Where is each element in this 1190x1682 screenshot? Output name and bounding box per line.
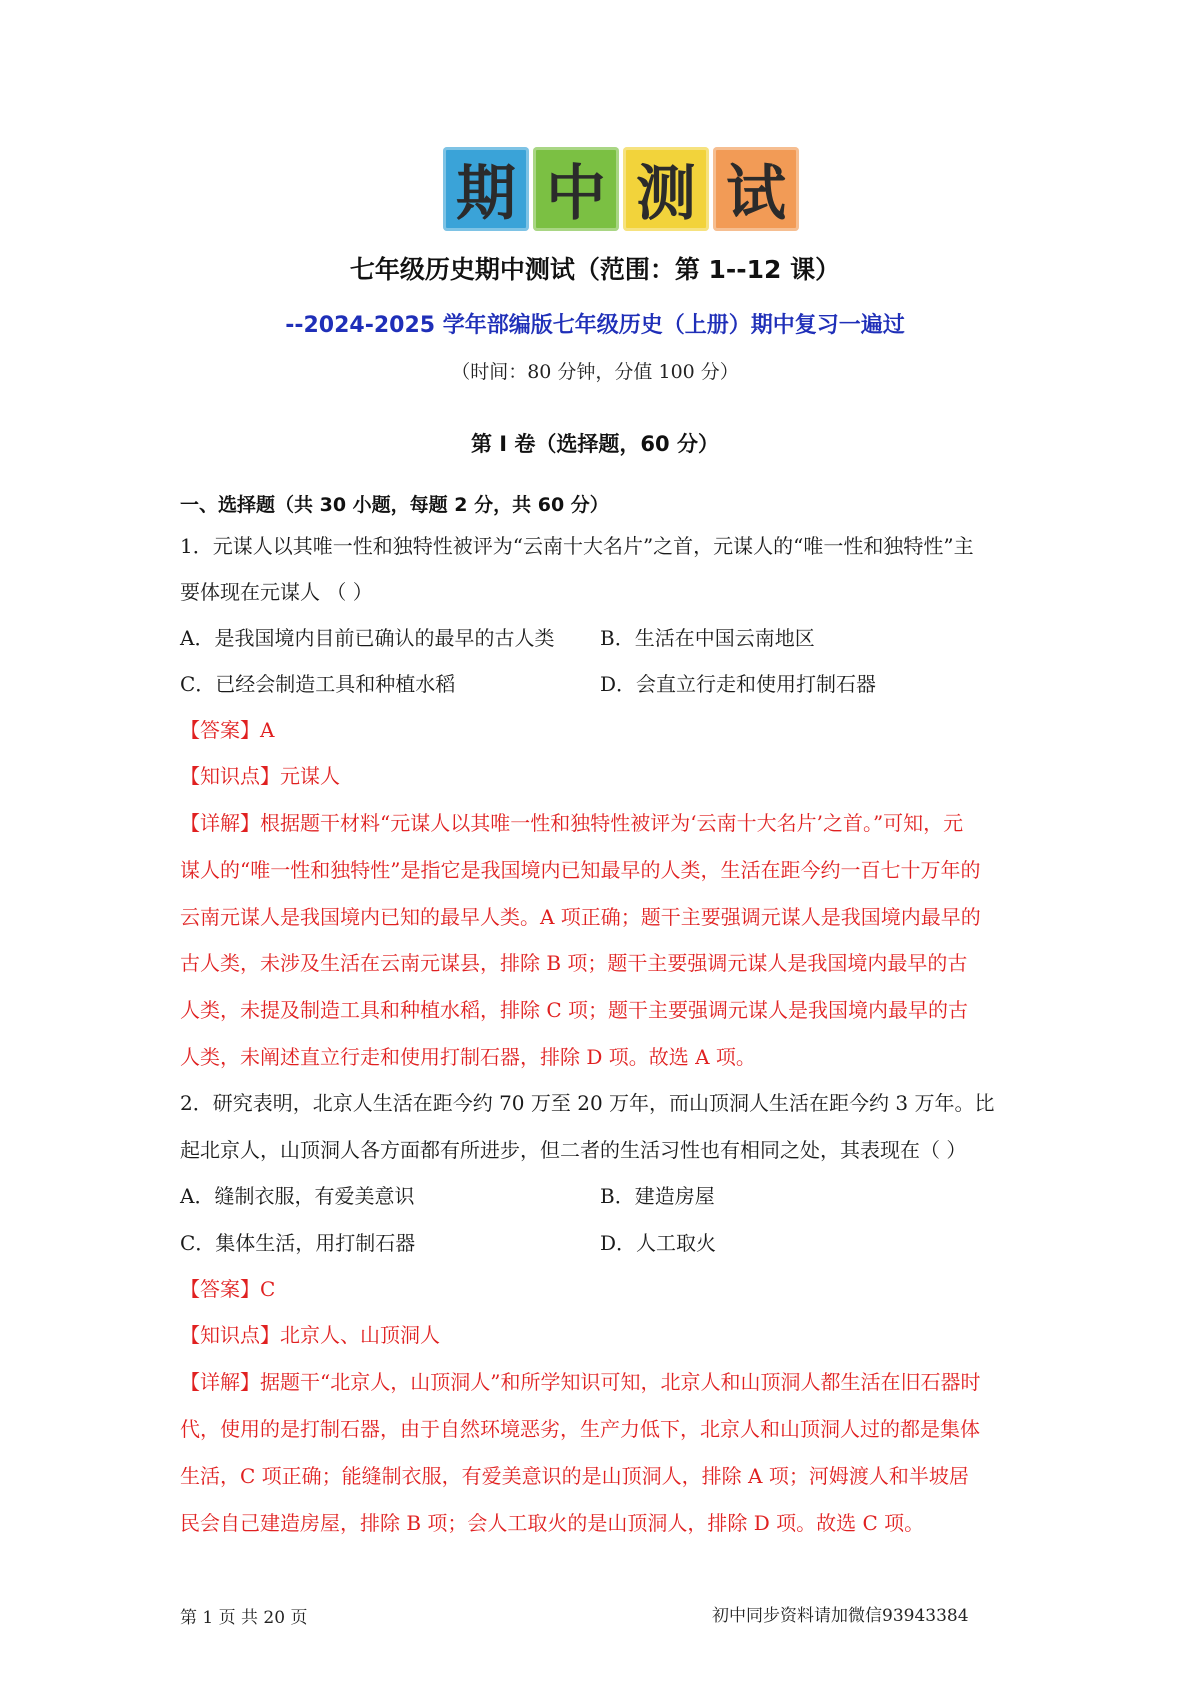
page-subtitle: --2024-2025 学年部编版七年级历史（上册）期中复习一遍过 xyxy=(285,313,905,338)
q2-knowledge: 【知识点】北京人、山顶洞人 xyxy=(180,1323,440,1347)
q1-option-d: D．会直立行走和使用打制石器 xyxy=(600,672,877,696)
part-heading: 一、选择题（共 30 小题，每题 2 分，共 60 分） xyxy=(180,494,609,516)
q2-explain-line-3: 生活，C 项正确；能缝制衣服，有爱美意识的是山顶洞人，排除 A 项；河姆渡人和半坡居 xyxy=(180,1464,969,1488)
logo-tile-qi: 期 xyxy=(443,147,529,231)
footer-note: 初中同步资料请加微信93943384 xyxy=(712,1606,969,1626)
q2-option-a: A．缝制衣服，有爱美意识 xyxy=(180,1184,415,1208)
page-title: 七年级历史期中测试（范围：第 1--12 课） xyxy=(349,255,841,284)
q1-option-b: B．生活在中国云南地区 xyxy=(600,626,815,650)
exam-logo xyxy=(443,147,803,231)
page-number: 第 1 页 共 20 页 xyxy=(180,1608,308,1628)
q2-explain-line-4: 民会自己建造房屋，排除 B 项；会人工取火的是山顶洞人，排除 D 项。故选 C 项。 xyxy=(180,1511,925,1535)
q1-stem-line-2: 要体现在元谋人 （ ） xyxy=(180,580,373,604)
logo-tile-ce: 测 xyxy=(623,147,709,231)
q1-answer: 【答案】A xyxy=(180,718,275,742)
q2-answer: 【答案】C xyxy=(180,1277,276,1301)
exam-time: （时间：80 分钟，分值 100 分） xyxy=(451,361,739,383)
section-heading: 第 I 卷（选择题，60 分） xyxy=(471,432,719,456)
q1-explain-line-3: 云南元谋人是我国境内已知的最早人类。A 项正确；题干主要强调元谋人是我国境内最早的 xyxy=(180,905,981,929)
q1-explain-line-1: 【详解】根据题干材料“元谋人以其唯一性和独特性被评为‘云南十大名片’之首。”可知，元 xyxy=(180,811,964,835)
q2-explain-line-1: 【详解】据题干“北京人，山顶洞人”和所学知识可知，北京人和山顶洞人都生活在旧石器时 xyxy=(180,1370,981,1394)
q1-explain-line-4: 古人类，未涉及生活在云南元谋县，排除 B 项；题干主要强调元谋人是我国境内最早的古 xyxy=(180,951,968,975)
q1-option-a: A．是我国境内目前已确认的最早的古人类 xyxy=(180,626,555,650)
q1-option-c: C．已经会制造工具和种植水稻 xyxy=(180,672,456,696)
q1-knowledge: 【知识点】元谋人 xyxy=(180,764,340,788)
q2-explain-line-2: 代，使用的是打制石器，由于自然环境恶劣，生产力低下，北京人和山顶洞人过的都是集体 xyxy=(180,1417,980,1441)
q2-stem-line-1: 2．研究表明，北京人生活在距今约 70 万至 20 万年，而山顶洞人生活在距今约 3 万年。比 xyxy=(180,1091,995,1115)
q2-option-c: C．集体生活，用打制石器 xyxy=(180,1231,416,1255)
logo-tile-shi: 试 xyxy=(713,147,799,231)
q2-stem-line-2: 起北京人，山顶洞人各方面都有所进步，但二者的生活习性也有相同之处，其表现在（ ） xyxy=(180,1138,967,1162)
logo-tile-zhong: 中 xyxy=(533,147,619,231)
q1-explain-line-5: 人类，未提及制造工具和种植水稻，排除 C 项；题干主要强调元谋人是我国境内最早的古 xyxy=(180,998,969,1022)
q2-option-b: B．建造房屋 xyxy=(600,1184,715,1208)
q2-option-d: D．人工取火 xyxy=(600,1231,717,1255)
q1-stem-line-1: 1．元谋人以其唯一性和独特性被评为“云南十大名片”之首，元谋人的“唯一性和独特性”主 xyxy=(180,534,974,558)
q1-explain-line-6: 人类，未阐述直立行走和使用打制石器，排除 D 项。故选 A 项。 xyxy=(180,1045,756,1069)
q1-explain-line-2: 谋人的“唯一性和独特性”是指它是我国境内已知最早的人类，生活在距今约一百七十万年的 xyxy=(180,858,981,882)
